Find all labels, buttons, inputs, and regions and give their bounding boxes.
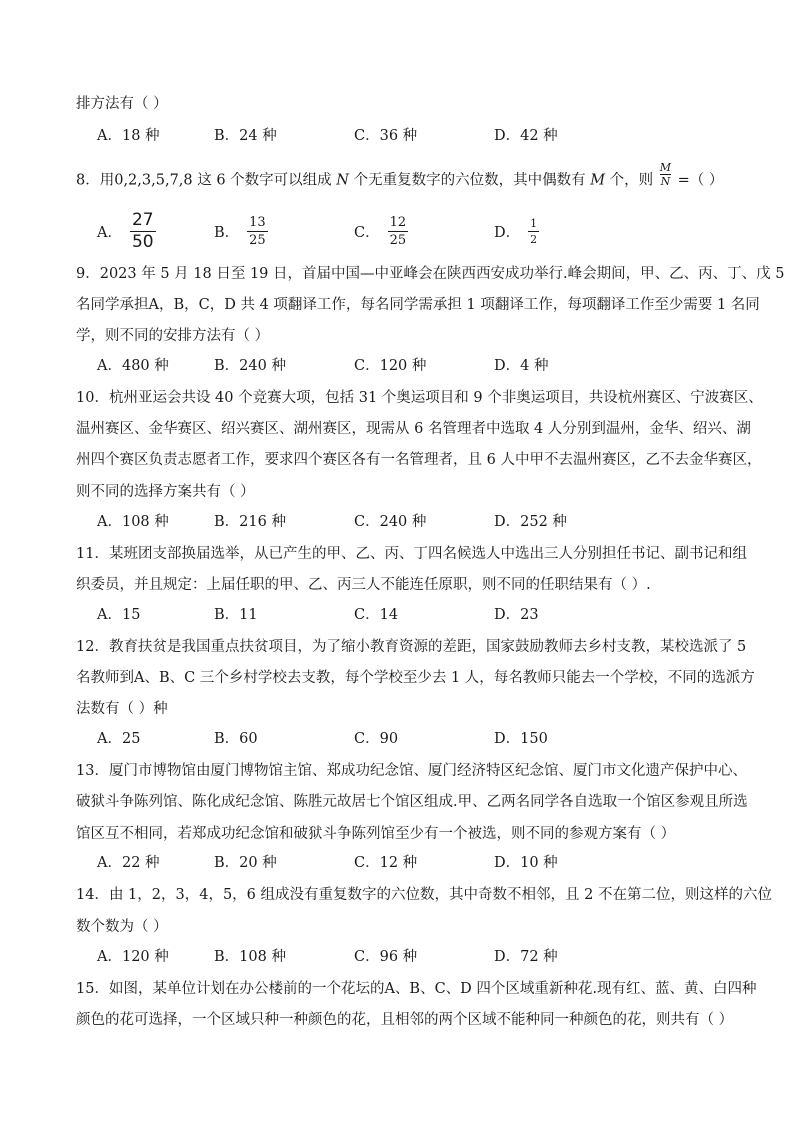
- q14-stem-line: 数个数为（ ）: [76, 919, 168, 935]
- q11-option-d: D．23: [494, 607, 539, 623]
- fraction-den: 2: [530, 232, 538, 246]
- q14-stem-line: 14．由 1，2，3，4，5，6 组成没有重复数字的六位数，其中奇数不相邻，且 2 不在第二位，则这样的六位: [76, 887, 772, 903]
- q13-option-a: A．22 种: [97, 855, 160, 871]
- fraction-bar: [528, 231, 539, 232]
- q12-stem-line: 12．教育扶贫是我国重点扶贫项目，为了缩小教育资源的差距，国家鼓励教师去乡村支教，某校选派了 5: [76, 639, 747, 655]
- q13-stem-line: 破狱斗争陈列馆、陈化成纪念馆、陈胜元故居七个馆区组成.甲、乙两名同学各自选取一个馆区参观且所选: [76, 794, 748, 810]
- q14-option-c: C．96 种: [354, 949, 418, 965]
- q8-options: [97, 211, 737, 251]
- q14-options: [97, 945, 737, 969]
- q8-option-d-fraction: [528, 218, 539, 245]
- fraction-num: 1: [530, 216, 538, 230]
- q10-options: [97, 510, 737, 534]
- q9-options: [97, 354, 737, 378]
- q13-options: [97, 851, 737, 875]
- q10-option-d: D．252 种: [494, 514, 567, 530]
- option-letter: D．: [494, 224, 521, 241]
- q8-var-n: N: [336, 172, 349, 189]
- q9-stem-line: 名同学承担A，B，C，D 共 4 项翻译工作，每名同学需承担 1 项翻译工作，每项翻译工作至少需要 1 名同: [76, 297, 760, 313]
- q12-stem-line: 法数有（ ）种: [76, 701, 168, 717]
- q9-stem-line: 9．2023 年 5 月 18 日至 19 日，首届中国—中亚峰会在陕西西安成功举行.峰会期间，甲、乙、丙、丁、戊 5: [76, 266, 785, 282]
- fraction-den: 50: [131, 231, 154, 252]
- q15-stem-line: 颜色的花可选择，一个区域只种一种颜色的花，且相邻的两个区域不能种同一种颜色的花，则共有（ ）: [76, 1012, 734, 1028]
- q13-option-b: B．20 种: [214, 855, 277, 871]
- fraction-den: 25: [389, 232, 407, 248]
- q14-option-d: D．72 种: [494, 949, 558, 965]
- fraction-den: 25: [249, 232, 266, 248]
- q8-stem-part: =（ ）: [677, 172, 724, 189]
- q8-option-a-fraction: [130, 209, 156, 252]
- q8-option-c: [354, 211, 408, 251]
- q12-option-a: A．25: [97, 731, 141, 747]
- q10-stem-line: 则不同的选择方案共有（ ）: [76, 484, 255, 500]
- q9-option-d: D．4 种: [494, 358, 549, 374]
- q9-option-c: C．120 种: [354, 358, 427, 374]
- q14-option-b: B．108 种: [214, 949, 286, 965]
- q8-ratio-den: N: [660, 175, 671, 188]
- q10-stem-line: 10．杭州亚运会共设 40 个竞赛大项，包括 31 个奥运项目和 9 个非奥运项目，共设杭州赛区、宁波赛区、: [76, 390, 763, 406]
- q8-ratio-num: M: [659, 161, 672, 174]
- option-letter: A．: [97, 224, 122, 241]
- q12-options: [97, 727, 737, 751]
- option-letter: B．: [214, 224, 240, 241]
- q13-stem-line: 馆区互不相同，若郑成功纪念馆和破狱斗争陈列馆至少有一个被选，则不同的参观方案有（ ）: [76, 826, 676, 842]
- fraction-bar: [247, 231, 268, 232]
- q8-stem-part: 8．用0,2,3,5,7,8 这 6 个数字可以组成: [76, 172, 332, 189]
- q15-stem-line: 15．如图，某单位计划在办公楼前的一个花坛的A、B、C、D 四个区域重新种花.现有红、蓝、黄、白四种: [76, 981, 757, 997]
- fraction-num: 13: [249, 214, 266, 230]
- q8-stem-part: 个，则: [609, 172, 654, 189]
- q7-option-a: A．18 种: [97, 128, 160, 144]
- q8-ratio-fraction: [660, 162, 671, 187]
- q7-option-d: D．42 种: [494, 128, 558, 144]
- q12-option-c: C．90: [354, 731, 399, 747]
- q11-options: [97, 603, 737, 627]
- q7-option-b: B．24 种: [214, 128, 277, 144]
- fraction-num: 12: [389, 214, 407, 230]
- q10-option-b: B．216 种: [214, 514, 286, 530]
- q9-stem-line: 学，则不同的安排方法有（ ）: [76, 328, 270, 344]
- q9-option-b: B．240 种: [214, 358, 286, 374]
- q7-stem-tail: 排方法有（ ）: [76, 96, 168, 112]
- q8-option-a: [97, 211, 156, 251]
- q13-option-d: D．10 种: [494, 855, 558, 871]
- q10-stem-line: 温州赛区、金华赛区、绍兴赛区、湖州赛区，现需从 6 名管理者中选取 4 人分别到温州，金华、绍兴、湖: [76, 421, 751, 437]
- q11-option-c: C．14: [354, 607, 399, 623]
- q7-option-c: C．36 种: [354, 128, 418, 144]
- q9-option-a: A．480 种: [97, 358, 169, 374]
- option-letter: C．: [354, 224, 380, 241]
- fraction-bar: [388, 231, 409, 232]
- q8-stem-part: 个无重复数字的六位数，其中偶数有: [353, 172, 586, 189]
- q8-option-b: [214, 211, 268, 251]
- q8-option-c-fraction: [388, 216, 409, 247]
- q10-option-c: C．240 种: [354, 514, 427, 530]
- q8-var-m: M: [590, 172, 606, 189]
- q12-stem-line: 名教师到A、B、C 三个乡村学校去支教，每个学校至少去 1 人，每名教师只能去一个学校，不同的选派方: [76, 670, 755, 686]
- q7-options: [97, 124, 737, 148]
- q11-option-a: A．15: [97, 607, 141, 623]
- fraction-num: 27: [131, 209, 154, 230]
- q11-option-b: B．11: [214, 607, 258, 623]
- q12-option-b: B．60: [214, 731, 258, 747]
- q10-stem-line: 州四个赛区负责志愿者工作，要求四个赛区各有一名管理者，且 6 人中甲不去温州赛区，乙不去金华赛区，: [76, 452, 762, 468]
- q13-option-c: C．12 种: [354, 855, 418, 871]
- q8-stem: [76, 161, 736, 193]
- q12-option-d: D．150: [494, 731, 548, 747]
- q8-option-d: [494, 211, 539, 251]
- q10-option-a: A．108 种: [97, 514, 169, 530]
- q11-stem-line: 织委员，并且规定：上届任职的甲、乙、丙三人不能连任原职，则不同的任职结果有（ ）.: [76, 577, 651, 593]
- q14-option-a: A．120 种: [97, 949, 169, 965]
- q8-option-b-fraction: [247, 216, 268, 247]
- q11-stem-line: 11．某班团支部换届选举，从已产生的甲、乙、丙、丁四名候选人中选出三人分别担任书记、副书记和组: [76, 546, 747, 562]
- q13-stem-line: 13．厦门市博物馆由厦门博物馆主馆、郑成功纪念馆、厦门经济特区纪念馆、厦门市文化遗产保护中心、: [76, 763, 747, 779]
